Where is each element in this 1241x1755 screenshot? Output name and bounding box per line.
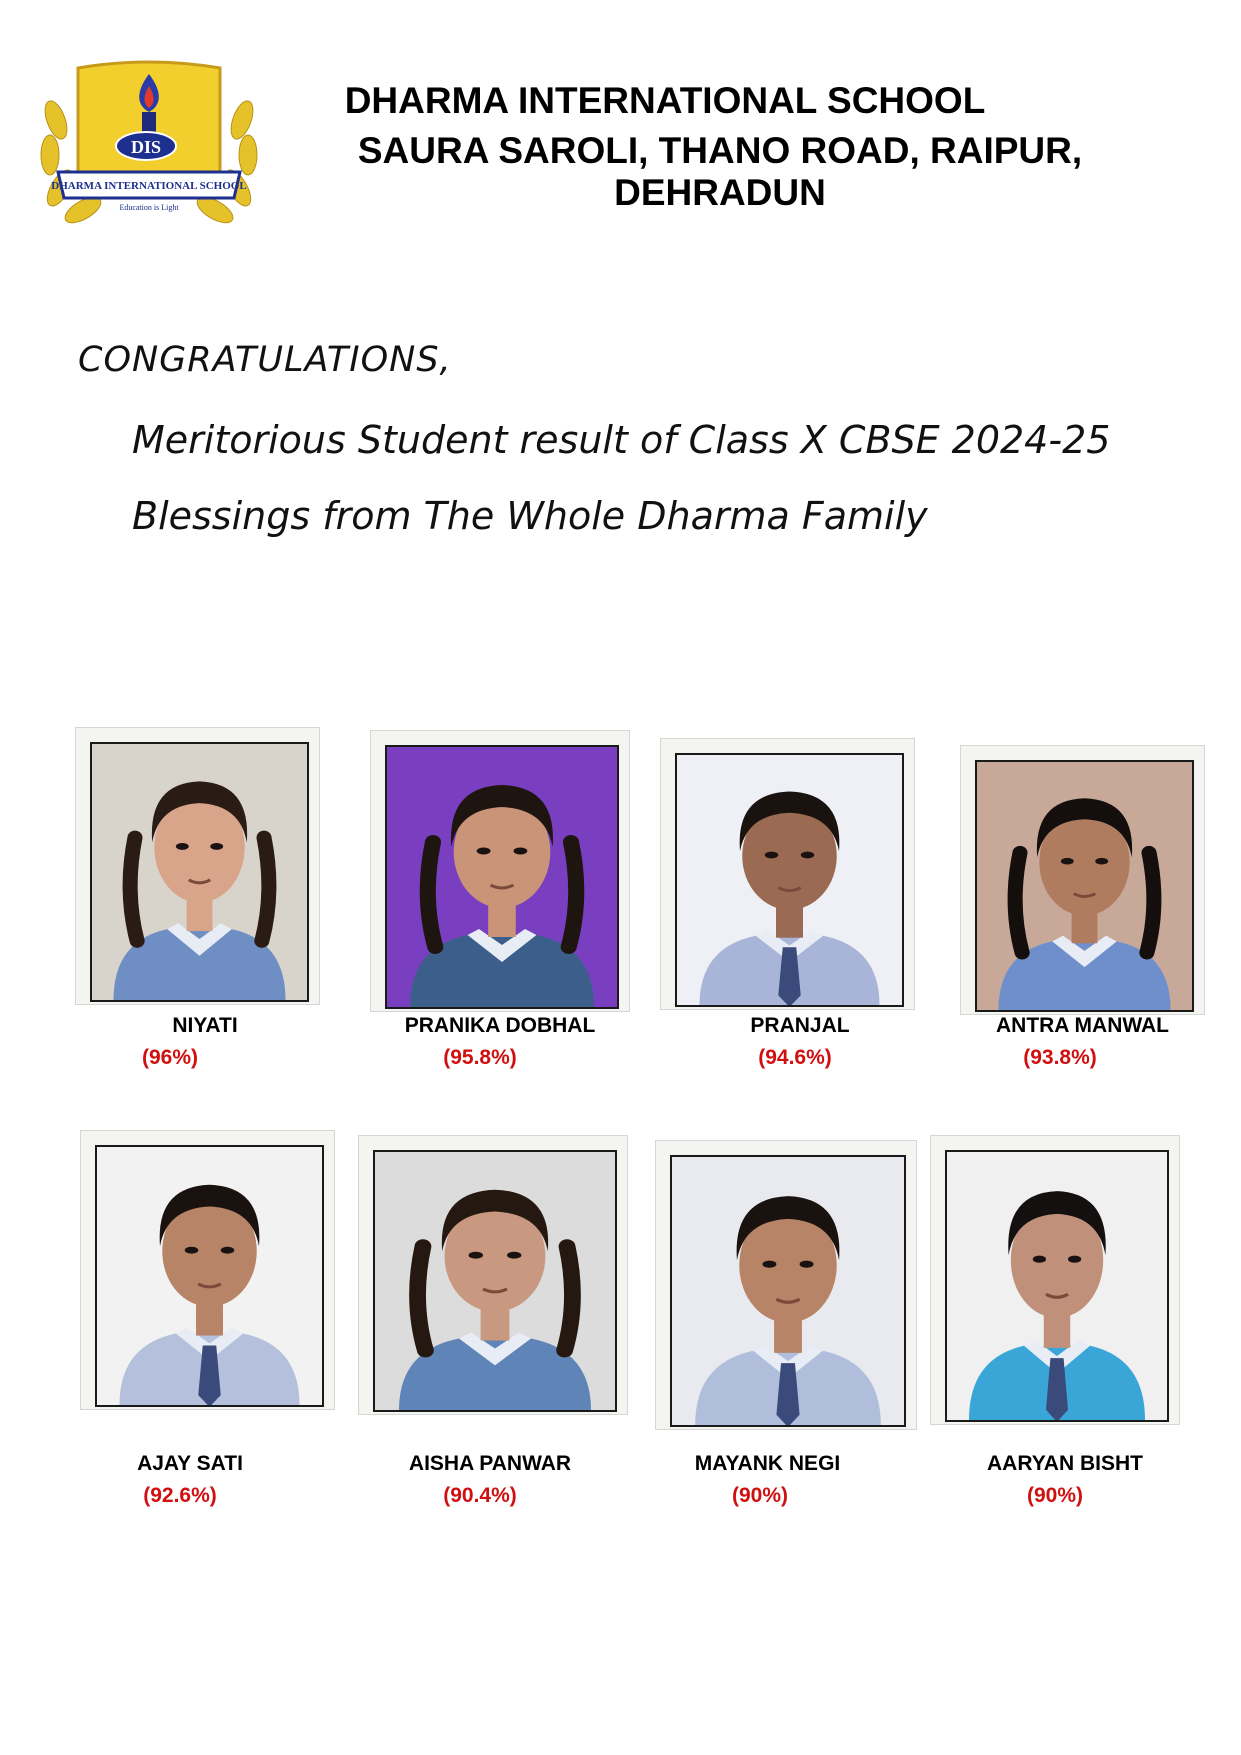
logo-motto: Education is Light bbox=[119, 203, 179, 212]
student-score: (90%) bbox=[1026, 1484, 1084, 1507]
student-name: ANTRA MANWAL bbox=[995, 1014, 1170, 1037]
greeting-text: CONGRATULATIONS, bbox=[78, 340, 452, 380]
school-crest-icon bbox=[38, 60, 260, 236]
student-name: AARYAN BISHT bbox=[987, 1452, 1143, 1475]
portrait-image bbox=[977, 762, 1192, 1010]
student-name: PRANIKA DOBHAL bbox=[404, 1014, 596, 1037]
student-score: (92.6%) bbox=[143, 1484, 217, 1507]
student-photo bbox=[80, 1130, 335, 1410]
portrait-image bbox=[947, 1152, 1167, 1420]
student-photo bbox=[75, 727, 320, 1005]
portrait-image bbox=[677, 755, 902, 1005]
portrait-image bbox=[375, 1152, 615, 1410]
student-score: (90%) bbox=[731, 1484, 789, 1507]
student-photo bbox=[370, 730, 630, 1012]
student-score: (96%) bbox=[141, 1046, 199, 1069]
student-score: (94.6%) bbox=[758, 1046, 832, 1069]
student-photo bbox=[930, 1135, 1180, 1425]
portrait-image bbox=[672, 1157, 904, 1425]
student-photo bbox=[655, 1140, 917, 1430]
student-photo bbox=[660, 738, 915, 1010]
school-address: SAURA SAROLI, THANO ROAD, RAIPUR, DEHRADUN bbox=[357, 130, 1083, 213]
school-logo bbox=[38, 60, 260, 236]
student-name: MAYANK NEGI bbox=[694, 1452, 841, 1475]
student-name: AISHA PANWAR bbox=[408, 1452, 572, 1475]
blessing-text: Blessings from The Whole Dharma Family bbox=[132, 494, 928, 538]
student-photo bbox=[960, 745, 1205, 1015]
portrait-image bbox=[92, 744, 307, 1000]
school-name: DHARMA INTERNATIONAL SCHOOL bbox=[344, 80, 986, 121]
student-score: (95.8%) bbox=[443, 1046, 517, 1069]
logo-abbr: DIS bbox=[130, 137, 162, 157]
portrait-image bbox=[97, 1147, 322, 1405]
student-score: (93.8%) bbox=[1023, 1046, 1097, 1069]
result-announcement: Meritorious Student result of Class X CBSE 2024-25 bbox=[132, 418, 1111, 462]
student-score: (90.4%) bbox=[443, 1484, 517, 1507]
student-name: PRANJAL bbox=[750, 1014, 850, 1037]
student-name: NIYATI bbox=[172, 1014, 238, 1037]
student-name: AJAY SATI bbox=[137, 1452, 243, 1475]
logo-banner: DHARMA INTERNATIONAL SCHOOL bbox=[51, 180, 247, 192]
portrait-image bbox=[387, 747, 617, 1007]
student-photo bbox=[358, 1135, 628, 1415]
